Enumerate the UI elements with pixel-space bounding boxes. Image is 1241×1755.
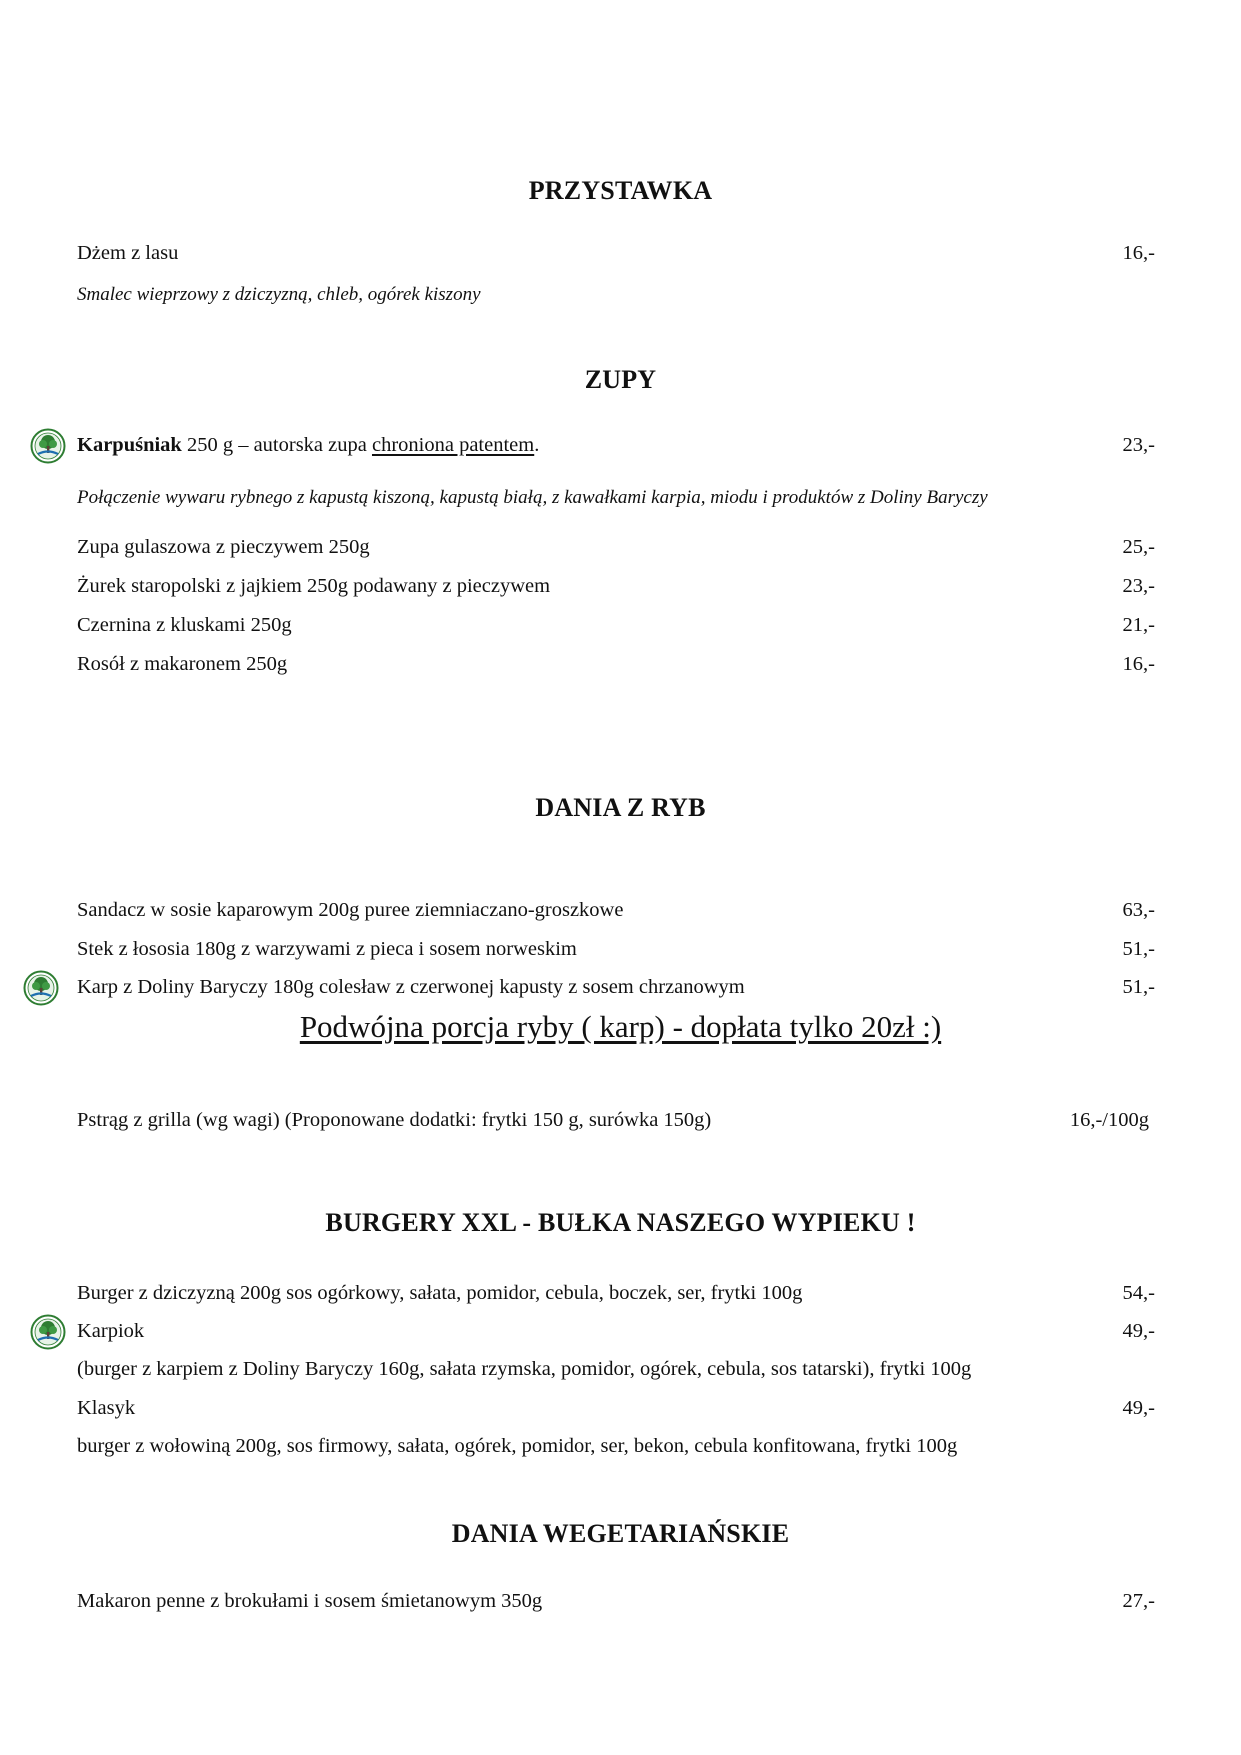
menu-item-name: Stek z łososia 180g z warzywami z pieca i sosem norweskim [77, 938, 577, 960]
menu-item-name: Pstrąg z grilla (wg wagi) (Proponowane dodatki: frytki 150 g, surówka 150g) [77, 1109, 712, 1131]
menu-item-price: 16,-/100g [1069, 1109, 1149, 1131]
menu-item-price: 51,- [1122, 938, 1155, 960]
section-title-ryby: DANIA Z RYB [535, 793, 706, 822]
menu-item-name: Czernina z kluskami 250g [77, 614, 292, 636]
featured-soup-end: . [534, 434, 540, 456]
menu-item-price: 16,- [1122, 242, 1155, 264]
promo-banner: Podwójna porcja ryby ( karp) - dopłata tylko 20zł :) [299, 1009, 942, 1044]
section-title-burgery: BURGERY XXL - BUŁKA NASZEGO WYPIEKU ! [325, 1208, 916, 1237]
menu-item-description: burger z wołowiną 200g, sos firmowy, sałata, ogórek, pomidor, ser, bekon, cebula konfitowana, frytki 100g [77, 1435, 958, 1457]
menu-item-price: 23,- [1122, 575, 1155, 597]
tree-logo-icon [30, 1314, 66, 1350]
featured-soup-text: 250 g – autorska zupa [181, 434, 372, 456]
tree-logo-icon [30, 428, 66, 464]
menu-item-description: Smalec wieprzowy z dziczyzną, chleb, ogórek kiszony [77, 284, 481, 305]
menu-item-name: Żurek staropolski z jajkiem 250g podawany z pieczywem [77, 575, 551, 597]
tree-logo-icon [23, 970, 59, 1006]
menu-item-name: Zupa gulaszowa z pieczywem 250g [77, 536, 370, 558]
menu-item-price: 51,- [1122, 976, 1155, 998]
menu-item-name: Dżem z lasu [77, 242, 179, 264]
menu-item-name: Sandacz w sosie kaparowym 200g puree ziemniaczano-groszkowe [77, 899, 624, 921]
menu-item-description: (burger z karpiem z Doliny Baryczy 160g, sałata rzymska, pomidor, ogórek, cebula, sos tatarski), frytki 100g [77, 1358, 972, 1380]
menu-item-name: Karpiok [77, 1320, 145, 1342]
menu-item-price: 27,- [1122, 1590, 1155, 1612]
menu-item-description: Połączenie wywaru rybnego z kapustą kiszoną, kapustą białą, z kawałkami karpia, miodu i produktów z Doliny Baryczy [77, 487, 988, 508]
menu-item-price: 54,- [1122, 1282, 1155, 1304]
menu-item-price: 49,- [1122, 1397, 1155, 1419]
menu-item-name: Makaron penne z brokułami i sosem śmietanowym 350g [77, 1590, 543, 1612]
section-title-zupy: ZUPY [584, 365, 657, 394]
menu-item-name: Burger z dziczyzną 200g sos ogórkowy, sałata, pomidor, cebula, boczek, ser, frytki 100g [77, 1282, 803, 1304]
section-title-wege: DANIA WEGETARIAŃSKIE [451, 1519, 790, 1548]
featured-soup-line [77, 434, 539, 457]
menu-item-price: 49,- [1122, 1320, 1155, 1342]
menu-item-price: 21,- [1122, 614, 1155, 636]
menu-item-price: 23,- [1122, 434, 1155, 456]
menu-item-name: Klasyk [77, 1397, 136, 1419]
menu-item-name: Rosół z makaronem 250g [77, 653, 288, 675]
menu-item-price: 16,- [1122, 653, 1155, 675]
patent-link[interactable]: chroniona patentem [371, 434, 535, 456]
featured-soup-name: Karpuśniak [77, 434, 182, 456]
menu-item-name: Karp z Doliny Baryczy 180g colesław z czerwonej kapusty z sosem chrzanowym [77, 976, 745, 998]
section-title-przystawka: PRZYSTAWKA [528, 176, 713, 205]
menu-item-price: 63,- [1122, 899, 1155, 921]
menu-item-price: 25,- [1122, 536, 1155, 558]
